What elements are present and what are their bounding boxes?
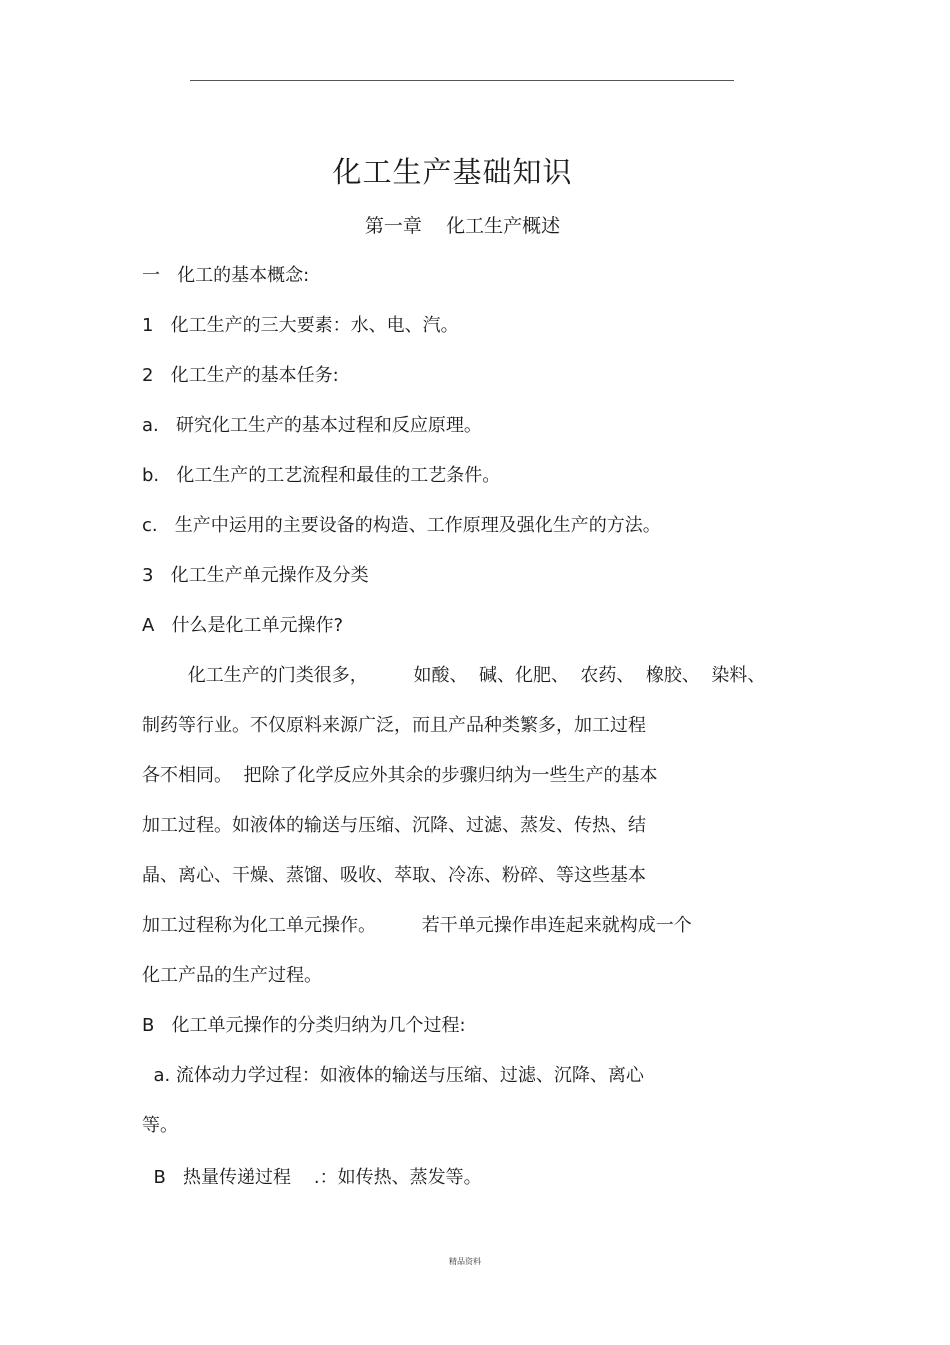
chapter-heading: 第一章 化工生产概述 [364, 215, 561, 237]
paragraph-line: 等。 [142, 1115, 178, 1136]
list-item: b. 化工生产的工艺流程和最佳的工艺条件。 [142, 465, 501, 486]
list-item: a. 流体动力学过程：如液体的输送与压缩、过滤、沉降、离心 [142, 1065, 644, 1086]
list-item: B 热量传递过程 .：如传热、蒸发等。 [142, 1167, 482, 1188]
paragraph-line: 加工过程。如液体的输送与压缩、沉降、过滤、蒸发、传热、结 [142, 815, 646, 836]
paragraph-line: 制药等行业。不仅原料来源广泛，而且产品种类繁多，加工过程 [142, 715, 646, 736]
list-item: a. 研究化工生产的基本过程和反应原理。 [142, 415, 482, 436]
list-item: c. 生产中运用的主要设备的构造、工作原理及强化生产的方法。 [142, 515, 661, 536]
paragraph-line: A 什么是化工单元操作? [142, 615, 344, 636]
paragraph-line: 3 化工生产单元操作及分类 [142, 565, 369, 586]
paragraph-line: 化工产品的生产过程。 [142, 965, 322, 986]
paragraph-line: 2 化工生产的基本任务: [142, 365, 339, 386]
header-rule [190, 80, 734, 81]
document-title: 化工生产基础知识 [332, 155, 573, 189]
paragraph-line: 晶、离心、干燥、蒸馏、吸收、萃取、冷冻、粉碎、等这些基本 [142, 865, 646, 886]
paragraph-line: 各不相同。 把除了化学反应外其余的步骤归纳为一些生产的基本 [142, 765, 658, 786]
section-heading: 一 化工的基本概念: [142, 265, 310, 286]
paragraph-line: 1 化工生产的三大要素：水、电、汽。 [142, 315, 459, 336]
paragraph-line: B 化工单元操作的分类归纳为几个过程: [142, 1015, 466, 1036]
paragraph-line: 化工生产的门类很多， 如酸、 碱、化肥、 农药、 橡胶、 染料、 [142, 665, 766, 686]
page-footer: 精品资料 [449, 1257, 481, 1266]
paragraph-line: 加工过程称为化工单元操作。 若干单元操作串连起来就构成一个 [142, 915, 692, 936]
